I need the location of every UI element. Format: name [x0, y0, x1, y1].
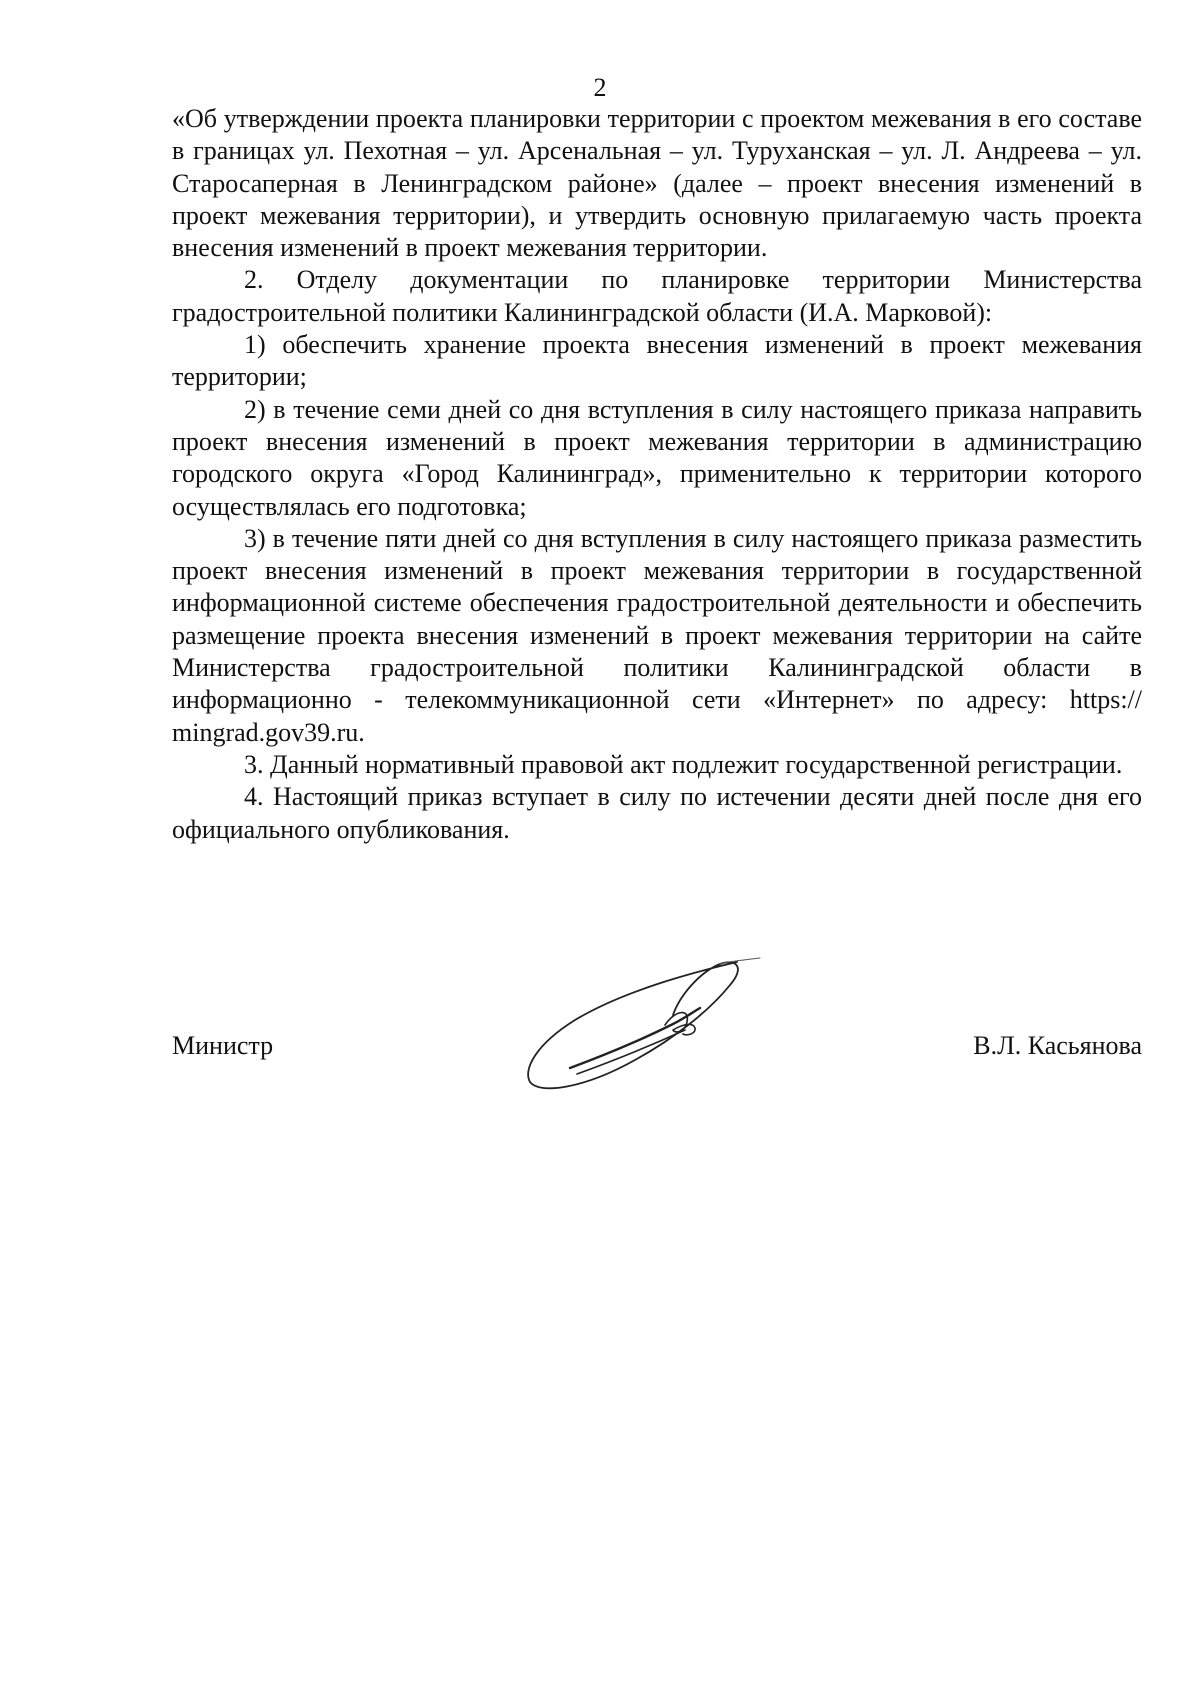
paragraph-subitem-2: 2) в течение семи дней со дня вступления в силу настоящего приказа направить проект внесения изменений в проект межевания территории в администрацию городского округа «Город Калининград», применительно к территории которого осуществлялась его подготовка;	[172, 394, 1142, 521]
paragraph-item-2: 2. Отделу документации по планировке территории Министерства градостроительной политики Калининградской области (И.А. Марковой):	[172, 265, 1142, 327]
handwritten-signature	[515, 950, 795, 1095]
paragraph-item-4: 4. Настоящий приказ вступает в силу по истечении десяти дней после дня его официального опубликования.	[172, 782, 1142, 844]
signer-name: В.Л. Касьянова	[973, 1031, 1142, 1060]
page-number: 2	[593, 73, 607, 102]
signer-position: Министр	[172, 1031, 274, 1060]
document-body	[172, 103, 1142, 846]
paragraph-subitem-3: 3) в течение пяти дней со дня вступления в силу настоящего приказа разместить проект внесения изменений в проект межевания территории в государственной информационной системе обеспечения градостроительной деятельности и обеспечить размещение проекта внесения изменений в проект межевания территории на сайте Министерства градостроительной политики Калининградской области в информационно - телекоммуникационной сети «Интернет» по адресу: https:// mingrad.gov39.ru.	[172, 523, 1142, 747]
paragraph-subitem-1: 1) обеспечить хранение проекта внесения изменений в проект межевания территории;	[172, 330, 1142, 392]
paragraph-continuation: «Об утверждении проекта планировки территории с проектом межевания в его составе в границах ул. Пехотная – ул. Арсенальная – ул. Туруханская – ул. Л. Андреева – ул. Старосаперная в Ленинградском районе» (далее – проект внесения изменений в проект межевания территории), и утвердить основную прилагаемую часть проекта внесения изменений в проект межевания территории.	[172, 104, 1142, 263]
paragraph-item-3: 3. Данный нормативный правовой акт подлежит государственной регистрации.	[244, 749, 1123, 779]
